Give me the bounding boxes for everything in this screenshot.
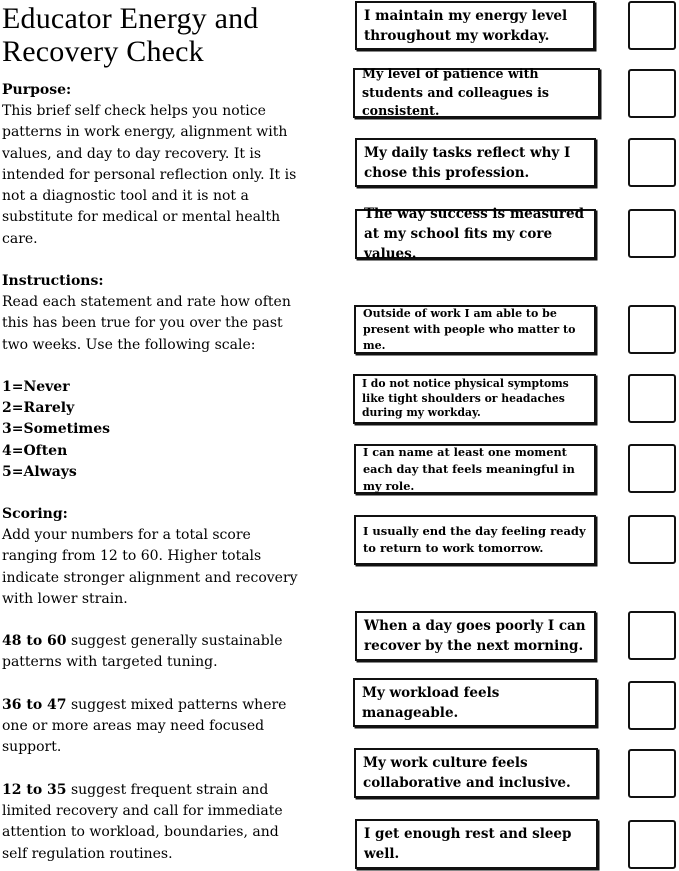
rating-box-7[interactable] — [628, 444, 676, 493]
instructions-heading: Instructions: — [2, 273, 104, 290]
score-band-high — [2, 631, 302, 674]
rating-box-2[interactable] — [628, 69, 676, 118]
statement-11: My work culture feels collaborative and inclusive. — [354, 748, 598, 798]
purpose-text: This brief self check helps you notice patterns in work energy, alignment with values, and day to day recovery. It is intended for personal reflection only. It is not a diagnostic tool and it is not a substitute for medical or mental health care. — [2, 103, 297, 247]
score-band-high-text: suggest generally sustainable patterns with targeted tuning. — [2, 633, 283, 671]
statement-2: My level of patience with students and colleagues is consistent. — [353, 68, 600, 118]
rating-box-3[interactable] — [628, 138, 676, 187]
score-band-mid — [2, 695, 302, 759]
rating-box-11[interactable] — [628, 749, 676, 798]
scale-item-3: 3=Sometimes — [2, 421, 111, 438]
statement-10: My workload feels manageable. — [353, 678, 597, 727]
statement-12: I get enough rest and sleep well. — [355, 819, 598, 869]
title-line-2: Recovery Check — [2, 35, 204, 68]
scale-item-2: 2=Rarely — [2, 400, 75, 417]
statement-9: When a day goes poorly I can recover by the next morning. — [355, 611, 596, 661]
rating-box-12[interactable] — [628, 820, 676, 869]
rating-scale — [2, 377, 302, 483]
score-band-mid-text: suggest mixed patterns where one or more areas may need focused support. — [2, 696, 287, 756]
statement-4: The way success is measured at my school fits my core values. — [355, 209, 596, 259]
scoring-heading: Scoring: — [2, 505, 68, 522]
scale-item-5: 5=Always — [2, 463, 77, 480]
scale-item-4: 4=Often — [2, 442, 68, 459]
scoring-section — [2, 504, 302, 610]
statement-6: I do not notice physical symptoms like tight shoulders or headaches during my workday. — [353, 374, 596, 424]
score-band-high-range: 48 to 60 — [2, 633, 67, 650]
scale-item-1: 1=Never — [2, 378, 70, 395]
rating-box-5[interactable] — [628, 305, 676, 354]
rating-box-6[interactable] — [628, 374, 676, 423]
statement-1: I maintain my energy level throughout my workday. — [355, 1, 595, 50]
page-title — [2, 2, 302, 68]
statement-8: I usually end the day feeling ready to return to work tomorrow. — [354, 515, 596, 565]
instructions-column — [2, 0, 302, 865]
rating-box-1[interactable] — [628, 1, 676, 50]
statement-7: I can name at least one moment each day that feels meaningful in my role. — [354, 444, 596, 494]
score-band-low — [2, 780, 302, 865]
rating-box-8[interactable] — [628, 515, 676, 564]
instructions-text: Read each statement and rate how often this has been true for you over the past two weeks. Use the following scale: — [2, 294, 291, 353]
score-band-low-text: suggest frequent strain and limited recovery and call for immediate attention to workload, boundaries, and self regulation routines. — [2, 781, 283, 862]
instructions-section — [2, 271, 302, 356]
rating-box-4[interactable] — [628, 209, 676, 258]
score-band-low-range: 12 to 35 — [2, 781, 67, 798]
purpose-section — [2, 80, 302, 250]
statement-5: Outside of work I am able to be present with people who matter to me. — [354, 305, 596, 354]
score-band-mid-range: 36 to 47 — [2, 696, 67, 713]
scoring-text: Add your numbers for a total score ranging from 12 to 60. Higher totals indicate stronger alignment and recovery with lower strain. — [2, 526, 298, 607]
rating-box-9[interactable] — [628, 611, 676, 660]
title-line-1: Educator Energy and — [2, 2, 259, 35]
statement-3: My daily tasks reflect why I chose this profession. — [355, 138, 596, 187]
purpose-heading: Purpose: — [2, 82, 72, 98]
rating-box-10[interactable] — [628, 681, 676, 730]
